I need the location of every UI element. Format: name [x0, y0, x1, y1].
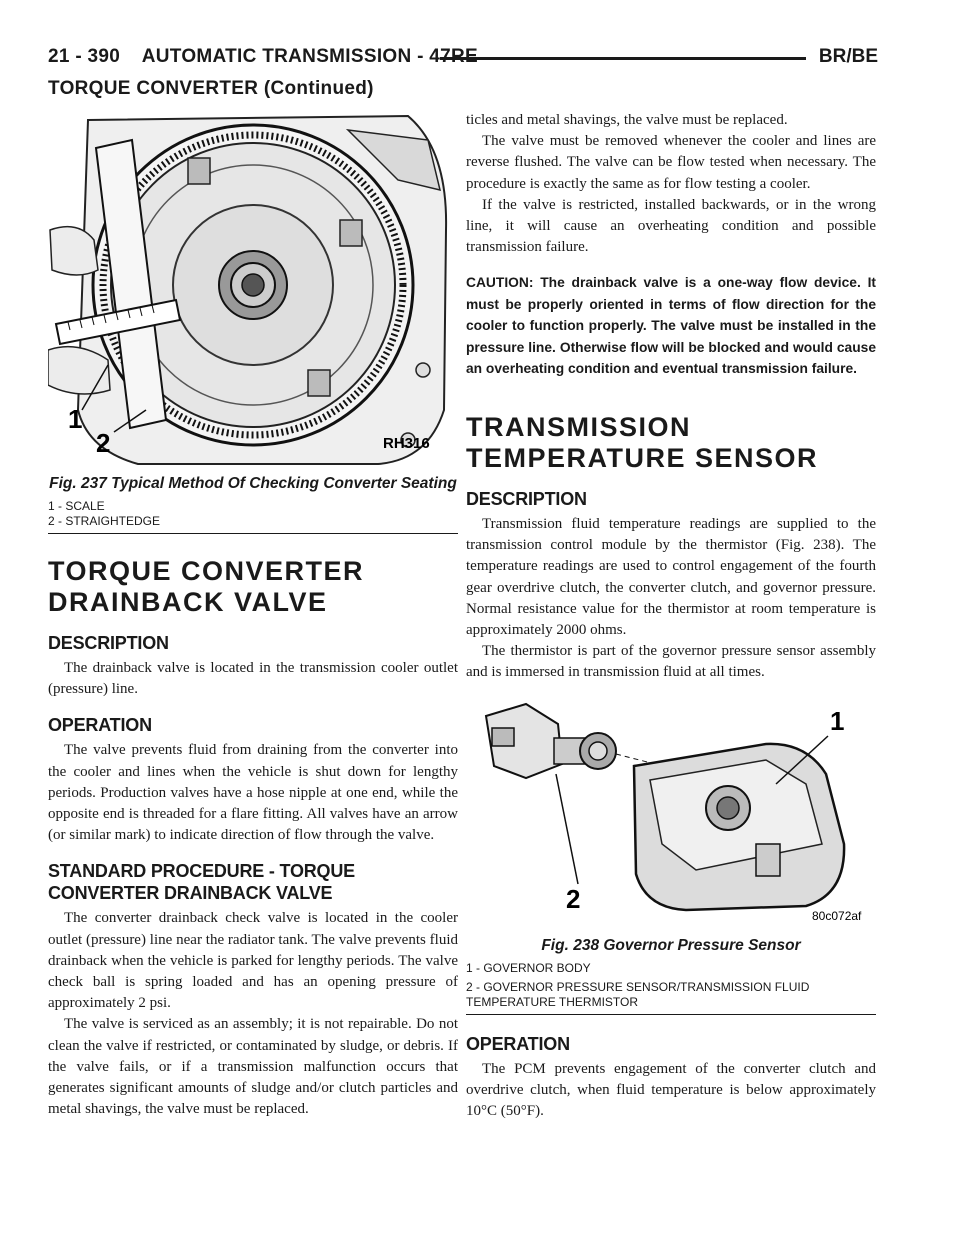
subheading-operation: OPERATION	[48, 715, 152, 736]
paragraph: The valve must be removed whenever the cooler and lines are reverse flushed. The valve can be flow tested when necessary. The procedure is exactly the same as for flow testing a cooler.	[466, 133, 876, 192]
converter-seating-illustration	[48, 110, 458, 468]
page-header-model: BR/BE	[818, 46, 878, 67]
section-title-sensor: TRANSMISSION TEMPERATURE SENSOR	[466, 411, 819, 473]
left-column	[48, 110, 458, 1120]
figure-rule	[48, 533, 458, 534]
figure-code: 80c072af	[812, 908, 862, 923]
paragraph: The PCM prevents engagement of the converter clutch and overdrive clutch, when fluid temperature is below approximately 10°C (50°F).	[466, 1060, 876, 1119]
continued-heading: TORQUE CONVERTER (Continued)	[48, 78, 374, 99]
legend-item: 1 - GOVERNOR BODY	[466, 960, 591, 975]
section-title-drainback: TORQUE CONVERTER DRAINBACK VALVE	[48, 556, 365, 617]
paragraph: The drainback valve is located in the transmission cooler outlet (pressure) line.	[48, 660, 458, 698]
figure-238-legend	[466, 961, 876, 1010]
legend-item: 2 - GOVERNOR PRESSURE SENSOR/TRANSMISSION FLUID TEMPERATURE THERMISTOR	[466, 979, 810, 1009]
caution-note: CAUTION: The drainback valve is a one-way flow device. It must be properly oriented in terms of flow direction for the cooler to function properly. The valve must be installed in the pressure line. Otherwise flow will be blocked and would cause an overheating condition and eventual transmission failure.	[466, 275, 876, 377]
right-column	[466, 110, 876, 1122]
figure-rule	[466, 1014, 876, 1015]
figure-237-caption: Fig. 237 Typical Method Of Checking Converter Seating	[49, 475, 457, 492]
legend-item: 1 - SCALE	[48, 499, 105, 513]
paragraph: The valve is serviced as an assembly; it is not repairable. Do not clean the valve if restricted, or contaminated by sludge, or debris. If the valve fails, or if a transmission malfunction occurs that generates significant amounts of sludge and/or clutch particles and metal shavings, the valve must be replaced.	[48, 1016, 458, 1118]
callout-2: 2	[96, 428, 111, 458]
figure-238-caption: Fig. 238 Governor Pressure Sensor	[541, 936, 801, 954]
page-header	[48, 46, 878, 76]
figure-237-legend	[48, 499, 458, 529]
subheading-operation: OPERATION	[466, 1033, 570, 1054]
subheading-standard-procedure: STANDARD PROCEDURE - TORQUE CONVERTER DRAINBACK VALVE	[48, 861, 355, 904]
callout-1: 1	[830, 705, 845, 736]
figure-code: RH316	[383, 435, 430, 452]
paragraph: The valve prevents fluid from draining from the converter into the cooler and lines when the vehicle is shut down for lengthy periods. Production valves have a hose nipple at one end, while the opposite end is threaded for a flare fitting. All valves have an arrow (or similar mark) to indicate direction of flow through the valve.	[48, 742, 458, 844]
paragraph-continued: ticles and metal shavings, the valve must be replaced.	[466, 112, 788, 128]
callout-1: 1	[68, 404, 83, 434]
legend-item: 2 - STRAIGHTEDGE	[48, 514, 161, 528]
page-header-section: 21 - 390 AUTOMATIC TRANSMISSION - 47RE	[48, 46, 479, 67]
subheading-description: DESCRIPTION	[466, 488, 587, 509]
figure-237	[48, 110, 458, 534]
paragraph: The converter drainback check valve is located in the cooler outlet (pressure) line near the radiator tank. The valve prevents fluid drainback when the vehicle is parked for lengthy periods. The valve check ball is spring loaded and has an opening pressure of approximately 2 psi.	[48, 910, 458, 1012]
paragraph: The thermistor is part of the governor pressure sensor assembly and is immersed in transmission fluid at all times.	[466, 643, 876, 681]
callout-2: 2	[566, 883, 581, 914]
subheading-description: DESCRIPTION	[48, 633, 169, 653]
figure-238	[466, 694, 876, 1015]
header-rule	[440, 57, 806, 60]
governor-sensor-illustration	[466, 694, 876, 930]
paragraph: Transmission fluid temperature readings are supplied to the transmission control module by the thermistor (Fig. 238). The temperature readings are used to control engagement of the fourth gear overdrive clutch, the converter clutch, and governor pressure. Normal resistance value for the thermistor at room temperature is approximately 2000 ohms.	[466, 515, 876, 638]
paragraph: If the valve is restricted, installed backwards, or in the wrong line, it will cause an overheating condition and possible transmission failure.	[466, 196, 876, 256]
